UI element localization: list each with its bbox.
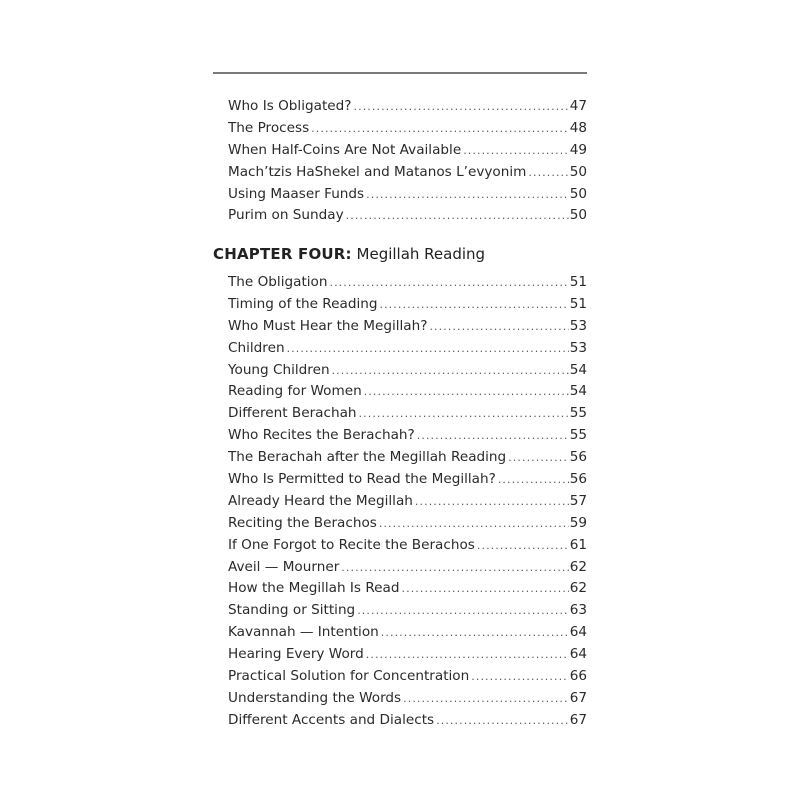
toc-entry-title: Aveil — Mourner — [228, 558, 340, 575]
toc-entry-title: Who Must Hear the Megillah? — [228, 317, 428, 334]
toc-entry-page: 56 — [569, 471, 587, 488]
toc-entry-title: The Process — [228, 119, 310, 136]
dot-leader — [508, 447, 569, 469]
toc-entry-page: 54 — [569, 383, 587, 400]
toc-entry[interactable] — [228, 381, 587, 403]
toc-entry-title: Already Heard the Megillah — [228, 492, 413, 509]
toc-entry-page: 56 — [569, 449, 587, 466]
dot-leader — [287, 338, 569, 360]
toc-entry-title: Understanding the Words — [228, 689, 402, 706]
toc-entry-page: 64 — [569, 646, 587, 663]
toc-entry-page: 67 — [569, 711, 587, 728]
dot-leader — [332, 360, 569, 382]
toc-entry-page: 51 — [569, 274, 587, 290]
toc-entry-title: Timing of the Reading — [228, 295, 378, 312]
toc-entry[interactable] — [228, 294, 587, 316]
toc-entry[interactable] — [228, 316, 587, 338]
chapter-title: Megillah Reading — [351, 245, 486, 263]
toc-entry-page: 53 — [569, 339, 587, 356]
toc-entry-page: 50 — [569, 185, 587, 202]
dot-leader — [354, 96, 569, 118]
dot-leader — [311, 118, 569, 140]
toc-entry-page: 55 — [569, 427, 587, 444]
toc-entry[interactable] — [228, 425, 587, 447]
toc-entry[interactable] — [228, 557, 587, 579]
dot-leader — [341, 557, 568, 579]
toc-entry-title: Kavannah — Intention — [228, 624, 379, 641]
toc-entry-page: 50 — [569, 163, 587, 180]
toc-entry-page: 51 — [569, 295, 587, 312]
toc-entry[interactable] — [228, 666, 587, 688]
toc-entry[interactable] — [228, 600, 587, 622]
dot-leader — [477, 535, 569, 557]
dot-leader — [381, 622, 569, 644]
dot-leader — [471, 666, 568, 688]
toc-entry[interactable] — [228, 688, 587, 710]
toc-entry-title: How the Megillah Is Read — [228, 580, 400, 597]
toc-entry[interactable] — [228, 447, 587, 469]
toc-entry[interactable] — [228, 118, 587, 140]
toc-entry-title: Different Accents and Dialects — [228, 711, 435, 728]
toc-entry[interactable] — [228, 205, 587, 227]
toc-entry-title: The Obligation — [228, 274, 328, 290]
dot-leader — [379, 513, 569, 535]
toc-entry[interactable] — [228, 360, 587, 382]
dot-leader — [366, 644, 569, 666]
toc-list-previous-chapter — [228, 96, 587, 227]
toc-entry[interactable] — [228, 710, 587, 732]
toc-entry[interactable] — [228, 622, 587, 644]
dot-leader — [417, 425, 569, 447]
toc-entry-page: 62 — [569, 558, 587, 575]
toc-entry[interactable] — [228, 162, 587, 184]
toc-entry[interactable] — [228, 535, 587, 557]
toc-entry-title: Practical Solution for Concentration — [228, 668, 470, 685]
toc-entry-page: 63 — [569, 602, 587, 619]
toc-entry-title: Purim on Sunday — [228, 207, 344, 224]
toc-entry-page: 62 — [569, 580, 587, 597]
toc-entry-page: 54 — [569, 361, 587, 378]
toc-entry-page: 64 — [569, 624, 587, 641]
dot-leader — [379, 294, 568, 316]
toc-entry-page: 55 — [569, 405, 587, 422]
toc-entry[interactable] — [228, 140, 587, 162]
toc-entry-title: Mach’tzis HaShekel and Matanos L’evyonim — [228, 163, 527, 180]
dot-leader — [528, 162, 568, 184]
toc-entry[interactable] — [228, 272, 587, 294]
dot-leader — [364, 381, 569, 403]
dot-leader — [329, 272, 568, 294]
toc-entry-page: 48 — [569, 119, 587, 136]
toc-entry[interactable] — [228, 513, 587, 535]
toc-entry-title: Different Berachah — [228, 405, 357, 422]
toc-entry-page: 47 — [569, 98, 587, 114]
toc-entry-title: Standing or Sitting — [228, 602, 356, 619]
chapter-label: CHAPTER FOUR: — [213, 245, 352, 263]
toc-entry[interactable] — [228, 491, 587, 513]
toc-entry-title: The Berachah after the Megillah Reading — [228, 449, 507, 466]
dot-leader — [429, 316, 568, 338]
toc-entry-title: Young Children — [228, 361, 330, 378]
toc-entry-title: When Half-Coins Are Not Available — [228, 141, 462, 158]
toc-entry-title: Who Is Permitted to Read the Megillah? — [228, 471, 496, 488]
toc-entry-title: Hearing Every Word — [228, 646, 364, 663]
dot-leader — [436, 710, 569, 732]
toc-entry[interactable] — [228, 184, 587, 206]
toc-entry-title: Reading for Women — [228, 383, 362, 400]
dot-leader — [359, 403, 569, 425]
dot-leader — [403, 688, 569, 710]
toc-entry[interactable] — [228, 644, 587, 666]
toc-entry-page: 57 — [569, 492, 587, 509]
toc-entry[interactable] — [228, 578, 587, 600]
dot-leader — [463, 140, 569, 162]
toc-entry[interactable] — [228, 338, 587, 360]
dot-leader — [402, 578, 569, 600]
toc-list-chapter-four — [228, 272, 587, 732]
toc-entry-page: 67 — [569, 689, 587, 706]
toc-entry-title: Who Recites the Berachah? — [228, 427, 415, 444]
dot-leader — [357, 600, 568, 622]
toc-entry[interactable] — [228, 96, 587, 118]
dot-leader — [498, 469, 569, 491]
toc-entry-title: Who Is Obligated? — [228, 98, 352, 114]
toc-entry-title: Reciting the Berachos — [228, 514, 377, 531]
toc-entry-page: 53 — [569, 317, 587, 334]
toc-entry-title: If One Forgot to Recite the Berachos — [228, 536, 475, 553]
toc-entry-page: 66 — [569, 668, 587, 685]
toc-entry-title: Children — [228, 339, 285, 356]
chapter-heading — [213, 243, 485, 265]
toc-entry-page: 61 — [569, 536, 587, 553]
header-rule — [213, 72, 587, 74]
toc-entry-page: 49 — [569, 141, 587, 158]
toc-entry-page: 50 — [569, 207, 587, 224]
toc-entry[interactable] — [228, 403, 587, 425]
dot-leader — [346, 205, 569, 227]
toc-entry[interactable] — [228, 469, 587, 491]
toc-entry-title: Using Maaser Funds — [228, 185, 365, 202]
toc-entry-page: 59 — [569, 514, 587, 531]
dot-leader — [415, 491, 569, 513]
dot-leader — [366, 184, 569, 206]
